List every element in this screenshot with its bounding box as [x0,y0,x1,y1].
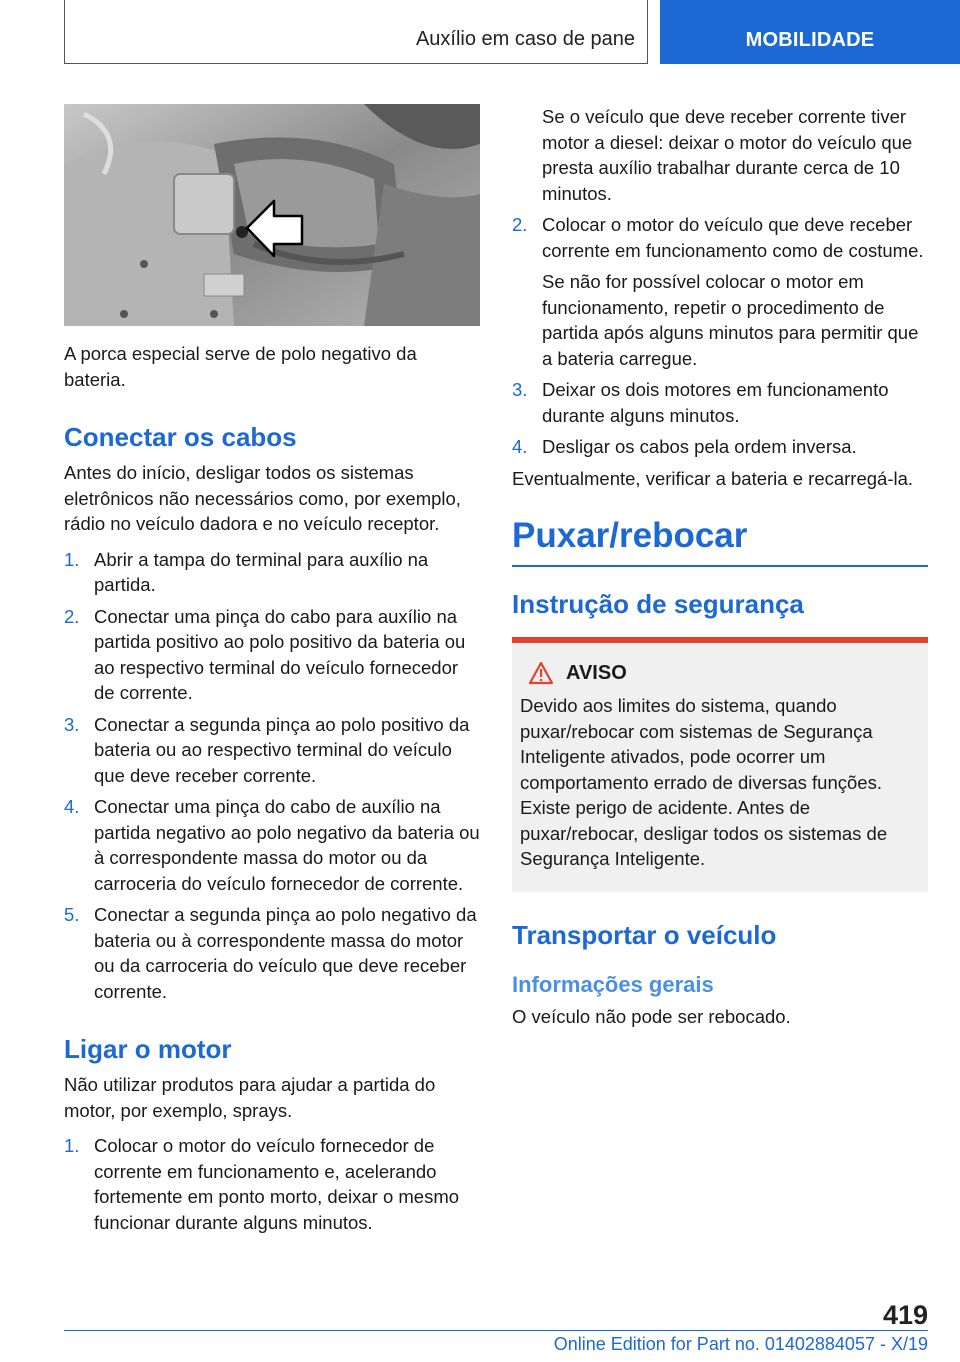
step-number: 4. [512,436,528,457]
engine-bay-photo [64,104,480,326]
list-item [64,712,480,789]
step-number: 2. [64,605,80,627]
header-section-title: Auxílio em caso de pane [415,28,635,50]
step-text: Abrir a tampa do terminal para auxílio na partida. [94,548,429,595]
heading-safety: Instrução de segurança [512,589,804,619]
list-item [512,434,928,460]
list-item [64,794,480,896]
page-number: 419 [882,1300,928,1330]
header-chapter-label: MOBILIDADE [745,29,875,51]
step-number: 2. [512,214,528,235]
step-text: Conectar uma pinça do cabo para auxílio na partida positivo ao polo positivo da bateria ou ao respectivo terminal do veículo fornecedor de corrente. [94,605,466,703]
connect-steps-list [64,547,480,1005]
step-text: Conectar a segunda pinça ao polo negativo da bateria ou à correspondente massa do motor ou da carroceria do veículo que deve receber corrente. [94,904,477,1002]
start-steps-list-continued [512,212,928,263]
start-intro: Não utilizar produtos para ajudar a partida do motor, por exemplo, sprays. [64,1074,436,1121]
start-steps-list [64,1133,480,1235]
photo-caption: A porca especial serve de polo negativo da bateria. [64,343,417,390]
header-chapter-tab[interactable] [660,0,960,64]
heading-general-info: Informações gerais [512,971,714,997]
warning-header [528,661,920,685]
list-item [512,377,928,428]
warning-label: AVISO [566,661,627,684]
step-text: Conectar a segunda pinça ao polo positivo da bateria ou ao respectivo terminal do veículo que deve receber corrente. [94,713,470,786]
step-number: 4. [64,796,80,817]
start-steps-list-end [512,377,928,460]
eventual-note: Eventualmente, verificar a bateria e recarregá-la. [512,467,914,489]
step-number: 5. [64,904,80,925]
step-number: 1. [64,548,80,570]
step-number: 1. [64,1135,80,1156]
list-item [64,604,480,706]
step1-continuation: Se o veículo que deve receber corrente tiver motor a diesel: deixar o motor do veículo que presta auxílio trabalhar durante cerca de 10 minutos. [542,106,913,204]
heading-connect-cables: Conectar os cabos [64,422,297,452]
step-text: Deixar os dois motores em funcionamento durante alguns minutos. [542,379,889,426]
warning-box [512,637,928,892]
general-info-text: O veículo não pode ser rebocado. [512,1005,791,1027]
list-item [64,547,480,598]
left-column [64,104,480,1241]
step2-note: Se não for possível colocar o motor em funcionamento, repetir o procedimento de partida após alguns minutos para permitir que a bateria carregue. [542,271,919,369]
right-column [512,104,928,1029]
step-number: 3. [512,379,528,400]
step-text: Colocar o motor do veículo fornecedor de corrente em funcionamento e, acelerando fortemente em ponto morto, deixar o mesmo funcionar durante alguns minutos. [94,1135,460,1233]
step-number: 3. [64,713,80,735]
footer-edition: Online Edition for Part no. 01402884057 - X/19 [553,1334,928,1354]
step-text: Colocar o motor do veículo que deve receber corrente em funcionamento como de costume. [542,214,924,261]
list-item [512,212,928,263]
warning-triangle-icon [528,661,554,685]
connect-intro: Antes do início, desligar todos os sistemas eletrônicos não necessários como, por exemplo, rádio no veículo dadora e no veículo receptor. [64,462,461,534]
warning-text: Devido aos limites do sistema, quando puxar/rebocar com sistemas de Segurança Inteligente ativados, pode ocorrer um comportamento errado de diversas funções. Existe perigo de acidente. Antes de puxar/rebocar, desligar todos os sistemas de Segurança Inteligente. [520,695,888,869]
heading-tow: Puxar/rebocar [512,513,928,567]
step-text: Desligar os cabos pela ordem inversa. [542,436,857,457]
header-section-box [64,0,648,64]
heading-start-engine: Ligar o motor [64,1034,232,1064]
list-item [64,1133,480,1235]
heading-transport: Transportar o veículo [512,919,777,950]
list-item [64,902,480,1004]
footer-divider [64,1330,928,1331]
step-text: Conectar uma pinça do cabo de auxílio na partida negativo ao polo negativo da bateria ou à correspondente massa do motor ou da carroceria do veículo fornecedor de corrente. [94,796,480,894]
